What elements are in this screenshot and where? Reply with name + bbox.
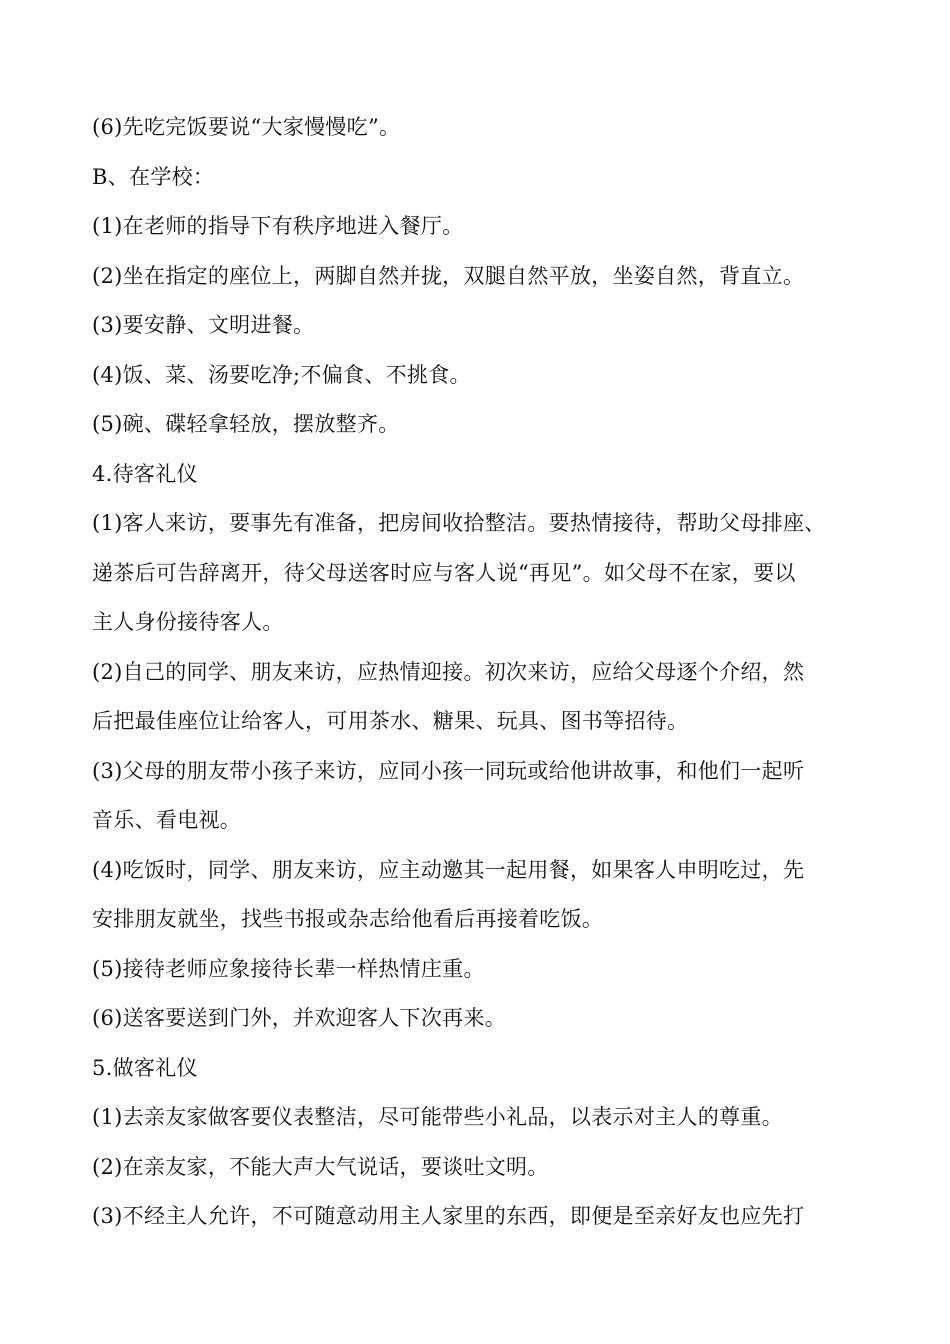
section-heading: 5.做客礼仪 xyxy=(92,1055,198,1080)
text-line: (3)要安静、文明进餐。 xyxy=(92,313,315,337)
text-line: (2)自己的同学、朋友来访，应热情迎接。初次来访，应给父母逐个介绍，然 xyxy=(92,659,805,684)
text-line: (1)去亲友家做客要仪表整洁，尽可能带些小礼品，以表示对主人的尊重。 xyxy=(92,1105,783,1129)
text-line: 安排朋友就坐，找些书报或杂志给他看后再接着吃饭。 xyxy=(92,907,604,931)
text-line: (2)坐在指定的座位上，两脚自然并拢，双腿自然平放，坐姿自然，背直立。 xyxy=(92,263,805,288)
text-line: 主人身份接待客人。 xyxy=(92,610,284,634)
text-line: (1)在老师的指导下有秩序地进入餐厅。 xyxy=(92,214,464,238)
text-line: 递茶后可告辞离开，待父母送客时应与客人说“再见”。如父母不在家，要以 xyxy=(92,560,796,585)
text-line: (3)父母的朋友带小孩子来访，应同小孩一同玩或给他讲故事，和他们一起听 xyxy=(92,758,805,783)
text-line: (5)接待老师应象接待长辈一样热情庄重。 xyxy=(92,956,485,981)
text-line: (2)在亲友家，不能大声大气说话，要谈吐文明。 xyxy=(92,1154,549,1179)
text-line: (5)碗、碟轻拿轻放，摆放整齐。 xyxy=(92,412,400,436)
section-heading: B、在学校： xyxy=(92,164,215,189)
document-body xyxy=(92,103,882,1242)
text-line: 后把最佳座位让给客人，可用茶水、糖果、玩具、图书等招待。 xyxy=(92,709,689,733)
text-line: (6)送客要送到门外，并欢迎客人下次再来。 xyxy=(92,1006,507,1030)
text-line: 音乐、看电视。 xyxy=(92,808,242,832)
text-line: (6)先吃完饭要说“大家慢慢吃”。 xyxy=(92,115,401,139)
section-heading: 4.待客礼仪 xyxy=(92,461,198,486)
text-line: (4)饭、菜、汤要吃净;不偏食、不挑食。 xyxy=(92,362,471,387)
text-line: (3)不经主人允许，不可随意动用主人家里的东西，即便是至亲好友也应先打 xyxy=(92,1204,805,1228)
text-line: (1)客人来访，要事先有准备，把房间收拾整洁。要热情接待，帮助父母排座、 xyxy=(92,511,826,535)
text-line: (4)吃饭时，同学、朋友来访，应主动邀其一起用餐，如果客人申明吃过，先 xyxy=(92,857,805,882)
